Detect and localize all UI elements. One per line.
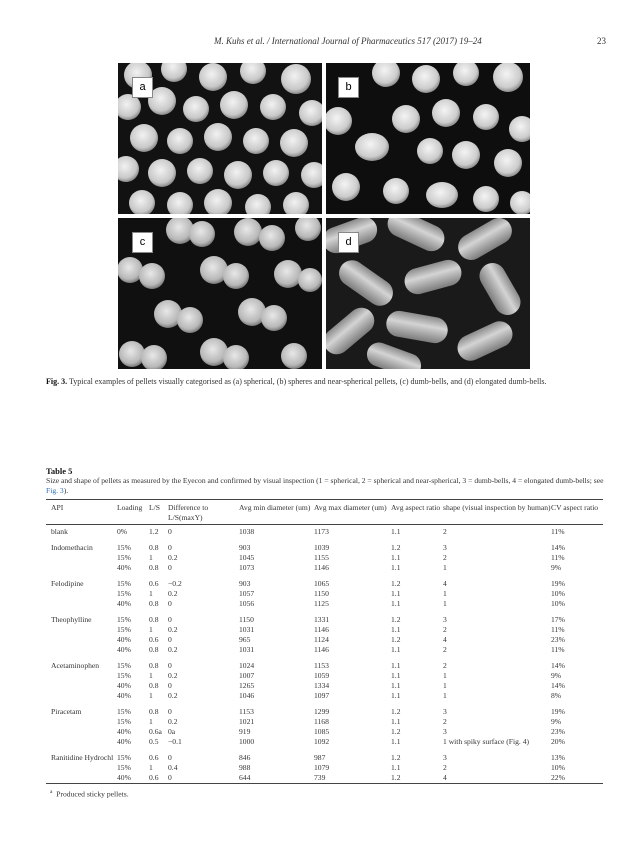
table-cell: 1334 bbox=[314, 681, 330, 690]
table-cell: 40% bbox=[117, 563, 131, 572]
col-header: API bbox=[51, 503, 64, 512]
table-cell: 40% bbox=[117, 737, 131, 746]
table-cell: 1.2 bbox=[391, 707, 401, 716]
api-cell bbox=[46, 671, 117, 681]
table-cell: 1.2 bbox=[391, 635, 401, 644]
table-cell: 1 bbox=[149, 671, 153, 680]
table-cell: −0.1 bbox=[168, 737, 182, 746]
table-cell: 15% bbox=[117, 717, 131, 726]
table-cell: 9% bbox=[551, 671, 562, 680]
table-cell: 15% bbox=[117, 625, 131, 634]
panel-label-a: a bbox=[132, 77, 153, 98]
table-cell: 1.2 bbox=[391, 615, 401, 624]
table-row bbox=[46, 599, 603, 609]
table-cell: 1 bbox=[149, 625, 153, 634]
table-cell: 40% bbox=[117, 681, 131, 690]
table-row bbox=[46, 589, 603, 599]
results-table bbox=[46, 500, 603, 783]
table-cell: 965 bbox=[239, 635, 251, 644]
fig-3-link[interactable]: Fig. 3 bbox=[46, 486, 64, 495]
api-cell bbox=[46, 717, 117, 727]
table-row bbox=[46, 527, 603, 537]
table-cell: 0.2 bbox=[168, 625, 178, 634]
table-cell: 0.8 bbox=[149, 563, 159, 572]
table-row bbox=[46, 773, 603, 783]
table-cell: 15% bbox=[117, 615, 131, 624]
table-cell: 0.8 bbox=[149, 661, 159, 670]
table-cell: 15% bbox=[117, 671, 131, 680]
table-cell: 0a bbox=[168, 727, 176, 736]
table-cell: 0.8 bbox=[149, 707, 159, 716]
table-cell: 1146 bbox=[314, 625, 329, 634]
table-row bbox=[46, 727, 603, 737]
table-cell: 4 bbox=[443, 579, 447, 588]
table-cell: 0.5 bbox=[149, 737, 159, 746]
table-cell: 0 bbox=[168, 681, 172, 690]
panel-label-d: d bbox=[338, 232, 359, 253]
table-cell: 11% bbox=[551, 645, 565, 654]
api-cell bbox=[46, 681, 117, 691]
table-cell: 1 bbox=[149, 589, 153, 598]
table-cell: 2 bbox=[443, 717, 447, 726]
table-cell: 15% bbox=[117, 707, 131, 716]
table-cell: 1.1 bbox=[391, 661, 401, 670]
table-row bbox=[46, 553, 603, 563]
table-cell: 1 bbox=[443, 681, 447, 690]
table-cell: 1046 bbox=[239, 691, 255, 700]
table-cell: 9% bbox=[551, 563, 562, 572]
panel-b-image bbox=[326, 63, 530, 214]
table-cell: 14% bbox=[551, 681, 565, 690]
table-cell: 1031 bbox=[239, 645, 255, 654]
table-cell: 0 bbox=[168, 635, 172, 644]
table-cell: 11% bbox=[551, 625, 565, 634]
table-cell: 2 bbox=[443, 763, 447, 772]
panel-label-b: b bbox=[338, 77, 359, 98]
table-cell: 0.2 bbox=[168, 691, 178, 700]
api-cell bbox=[46, 727, 117, 737]
table-row bbox=[46, 543, 603, 553]
table-cell: 1079 bbox=[314, 763, 330, 772]
table-cell: 739 bbox=[314, 773, 326, 782]
table-cell: 40% bbox=[117, 773, 131, 782]
table-cell: 15% bbox=[117, 589, 131, 598]
table-body bbox=[46, 527, 603, 783]
panel-c-image bbox=[118, 218, 322, 369]
table-row bbox=[46, 753, 603, 763]
api-cell: Ranitidine Hydrochl bbox=[51, 753, 114, 762]
table-cell: 4 bbox=[443, 773, 447, 782]
table-cell: 3 bbox=[443, 543, 447, 552]
table-cell: 1.2 bbox=[149, 527, 159, 536]
table-cell: 11% bbox=[551, 553, 565, 562]
table-row bbox=[46, 707, 603, 717]
table-cell: 19% bbox=[551, 579, 565, 588]
table-cell: 40% bbox=[117, 635, 131, 644]
table-cell: 1.1 bbox=[391, 625, 401, 634]
table-cell: 1092 bbox=[314, 737, 330, 746]
table-cell: 1.1 bbox=[391, 717, 401, 726]
table-row bbox=[46, 691, 603, 701]
table-cell: 0 bbox=[168, 563, 172, 572]
table-cell: 1173 bbox=[314, 527, 329, 536]
table-cell: 1039 bbox=[314, 543, 330, 552]
col-header: Avg aspect ratio bbox=[391, 503, 441, 512]
table-cell: 1 bbox=[443, 599, 447, 608]
table-cell: 1056 bbox=[239, 599, 255, 608]
table-row bbox=[46, 661, 603, 671]
api-cell bbox=[46, 563, 117, 573]
table-cell: 0.8 bbox=[149, 599, 159, 608]
col-header: Avg min diameter (um) bbox=[239, 503, 311, 512]
col-header: L/S bbox=[149, 503, 160, 512]
table-cell: 8% bbox=[551, 691, 562, 700]
table-cell: 1.2 bbox=[391, 543, 401, 552]
table-cell: 1.1 bbox=[391, 563, 401, 572]
table-cell: 1045 bbox=[239, 553, 255, 562]
journal-citation: M. Kuhs et al. / International Journal of Pharmaceutics 517 (2017) 19–24 bbox=[214, 36, 482, 46]
table-cell: 903 bbox=[239, 543, 251, 552]
col-header: Difference to L/S(maxY) bbox=[168, 503, 209, 522]
figure-caption bbox=[46, 377, 606, 386]
table-cell: 0.2 bbox=[168, 717, 178, 726]
table-cell: 0 bbox=[168, 753, 172, 762]
table-cell: 0.2 bbox=[168, 671, 178, 680]
table-cell: 15% bbox=[117, 763, 131, 772]
table-cell: 1 bbox=[443, 589, 447, 598]
table-cell: 9% bbox=[551, 717, 562, 726]
table-cell: 1024 bbox=[239, 661, 255, 670]
table-cell: 15% bbox=[117, 753, 131, 762]
table-cell: 10% bbox=[551, 763, 565, 772]
table-cell: 1007 bbox=[239, 671, 255, 680]
table-cell: 3 bbox=[443, 753, 447, 762]
table-cell: 1057 bbox=[239, 589, 255, 598]
table-cell: 1 bbox=[149, 553, 153, 562]
table-cell: 1059 bbox=[314, 671, 330, 680]
table-cell: 1.1 bbox=[391, 553, 401, 562]
table-cell: 1.2 bbox=[391, 753, 401, 762]
api-cell bbox=[46, 625, 117, 635]
table-cell: 0 bbox=[168, 661, 172, 670]
table-cell: 1299 bbox=[314, 707, 330, 716]
table-cell: 0.6 bbox=[149, 773, 159, 782]
caption-label: Fig. 3. bbox=[46, 377, 68, 386]
table-title: Table 5 bbox=[46, 466, 73, 476]
col-header: CV aspect ratio bbox=[551, 503, 599, 512]
table-row bbox=[46, 625, 603, 635]
table-cell: 15% bbox=[117, 553, 131, 562]
panel-d-image bbox=[326, 218, 530, 369]
table-cell: 2 bbox=[443, 625, 447, 634]
table-row bbox=[46, 645, 603, 655]
table-cell: 23% bbox=[551, 727, 565, 736]
table-cell: 1.1 bbox=[391, 763, 401, 772]
table-cell: 2 bbox=[443, 661, 447, 670]
table-cell: 0.6a bbox=[149, 727, 162, 736]
table-cell: 1 bbox=[443, 671, 447, 680]
table-cell: 1168 bbox=[314, 717, 329, 726]
api-cell: Felodipine bbox=[51, 579, 84, 588]
table-cell: 0.8 bbox=[149, 543, 159, 552]
table-cell: 0.8 bbox=[149, 615, 159, 624]
table-row bbox=[46, 681, 603, 691]
table-cell: 644 bbox=[239, 773, 251, 782]
table-cell: 1097 bbox=[314, 691, 330, 700]
table-row bbox=[46, 717, 603, 727]
table-cell: 1265 bbox=[239, 681, 255, 690]
api-cell bbox=[46, 691, 117, 701]
table-cell: 10% bbox=[551, 589, 565, 598]
table-cell: 1150 bbox=[239, 615, 254, 624]
table-cell: 0.6 bbox=[149, 579, 159, 588]
table-cell: 1065 bbox=[314, 579, 330, 588]
table-cell: 23% bbox=[551, 635, 565, 644]
table-cell: 20% bbox=[551, 737, 565, 746]
table-cell: 0.2 bbox=[168, 645, 178, 654]
table-cell: 0.4 bbox=[168, 763, 178, 772]
api-cell bbox=[46, 645, 117, 655]
table-cell: 10% bbox=[551, 599, 565, 608]
table-cell: 15% bbox=[117, 543, 131, 552]
table-cell: 0 bbox=[168, 773, 172, 782]
table-row bbox=[46, 563, 603, 573]
table-cell: −0.2 bbox=[168, 579, 182, 588]
table-cell: 1.2 bbox=[391, 579, 401, 588]
api-cell bbox=[46, 763, 117, 773]
table-cell: 0.8 bbox=[149, 681, 159, 690]
table-row bbox=[46, 737, 603, 747]
table-cell: 0 bbox=[168, 615, 172, 624]
api-cell: Indomethacin bbox=[51, 543, 93, 552]
table-cell: 14% bbox=[551, 661, 565, 670]
col-header: Avg max diameter (um) bbox=[314, 503, 387, 512]
api-cell: Acetaminophen bbox=[51, 661, 100, 670]
table-cell: 1.1 bbox=[391, 691, 401, 700]
table-cell: 0% bbox=[117, 527, 128, 536]
table-row bbox=[46, 671, 603, 681]
table-cell: 1.1 bbox=[391, 527, 401, 536]
figure-3 bbox=[118, 63, 530, 369]
table-cell: 1.1 bbox=[391, 599, 401, 608]
table-cell: 2 bbox=[443, 645, 447, 654]
table-bottom-rule bbox=[46, 783, 603, 784]
table-cell: 1331 bbox=[314, 615, 330, 624]
table-cell: 0.2 bbox=[168, 553, 178, 562]
caption-text: Typical examples of pellets visually categorised as (a) spherical, (b) spheres and near-spherical pellets, (c) dumb-bells, and (d) elongated dumb-bells. bbox=[67, 377, 547, 386]
table-cell: 40% bbox=[117, 599, 131, 608]
table-cell: 0 bbox=[168, 527, 172, 536]
table-cell: 3 bbox=[443, 727, 447, 736]
panel-label-c: c bbox=[132, 232, 153, 253]
table-cell: 1 with spiky surface (Fig. 4) bbox=[443, 737, 530, 746]
table-cell: 1153 bbox=[314, 661, 329, 670]
table-cell: 0 bbox=[168, 707, 172, 716]
table-header-row bbox=[46, 500, 603, 527]
panel-a-image bbox=[118, 63, 322, 214]
page-number: 23 bbox=[597, 36, 606, 46]
table-cell: 40% bbox=[117, 691, 131, 700]
table-cell: 1.2 bbox=[391, 773, 401, 782]
table-row bbox=[46, 635, 603, 645]
table-description: Size and shape of pellets as measured by the Eyecon and confirmed by visual inspection (1 = spherical, 2 = spherical and near-spherical, 3 = dumb-bells, 4 = elongated dumb-bells; see Fig. 3). bbox=[46, 476, 604, 495]
table-cell: 13% bbox=[551, 753, 565, 762]
table-cell: 3 bbox=[443, 615, 447, 624]
table-cell: 1 bbox=[443, 691, 447, 700]
table-cell: 14% bbox=[551, 543, 565, 552]
table-cell: 19% bbox=[551, 707, 565, 716]
table-cell: 1124 bbox=[314, 635, 329, 644]
api-cell bbox=[46, 599, 117, 609]
table-cell: 903 bbox=[239, 579, 251, 588]
table-cell: 0.6 bbox=[149, 635, 159, 644]
table-cell: 1.1 bbox=[391, 737, 401, 746]
table-cell: 1.1 bbox=[391, 589, 401, 598]
api-cell bbox=[46, 589, 117, 599]
table-cell: 0 bbox=[168, 543, 172, 552]
table-row bbox=[46, 579, 603, 589]
table-cell: 40% bbox=[117, 727, 131, 736]
api-cell bbox=[46, 635, 117, 645]
table-cell: 1146 bbox=[314, 563, 329, 572]
table-cell: 1038 bbox=[239, 527, 255, 536]
table-cell: 15% bbox=[117, 661, 131, 670]
table-cell: 17% bbox=[551, 615, 565, 624]
table-cell: 0 bbox=[168, 599, 172, 608]
table-cell: 4 bbox=[443, 635, 447, 644]
table-cell: 1000 bbox=[239, 737, 255, 746]
table-cell: 1021 bbox=[239, 717, 255, 726]
api-cell bbox=[46, 773, 117, 783]
api-cell: blank bbox=[51, 527, 68, 536]
table-cell: 15% bbox=[117, 579, 131, 588]
table-cell: 1 bbox=[149, 691, 153, 700]
table-cell: 0.8 bbox=[149, 645, 159, 654]
table-cell: 1073 bbox=[239, 563, 255, 572]
table-cell: 1.1 bbox=[391, 681, 401, 690]
table-cell: 1031 bbox=[239, 625, 255, 634]
table-cell: 1 bbox=[149, 763, 153, 772]
table-footnote: $^a$ Produced sticky pellets. bbox=[50, 789, 129, 799]
table-cell: 1 bbox=[149, 717, 153, 726]
table-cell: 2 bbox=[443, 553, 447, 562]
table-cell: 1085 bbox=[314, 727, 330, 736]
api-cell: Piracetam bbox=[51, 707, 82, 716]
table-row bbox=[46, 763, 603, 773]
api-cell bbox=[46, 553, 117, 563]
table-cell: 988 bbox=[239, 763, 251, 772]
table-cell: 1153 bbox=[239, 707, 254, 716]
col-header: Loading bbox=[117, 503, 143, 512]
table-cell: 1.2 bbox=[391, 727, 401, 736]
table-cell: 1150 bbox=[314, 589, 329, 598]
table-cell: 1.1 bbox=[391, 645, 401, 654]
table-cell: 40% bbox=[117, 645, 131, 654]
api-cell bbox=[46, 737, 117, 747]
table-cell: 1146 bbox=[314, 645, 329, 654]
table-cell: 22% bbox=[551, 773, 565, 782]
table-cell: 1125 bbox=[314, 599, 329, 608]
table-cell: 11% bbox=[551, 527, 565, 536]
api-cell: Theophylline bbox=[51, 615, 92, 624]
table-cell: 1.1 bbox=[391, 671, 401, 680]
table-cell: 0.2 bbox=[168, 589, 178, 598]
table-cell: 0.6 bbox=[149, 753, 159, 762]
table-cell: 1 bbox=[443, 563, 447, 572]
table-cell: 919 bbox=[239, 727, 251, 736]
table-cell: 3 bbox=[443, 707, 447, 716]
table-cell: 987 bbox=[314, 753, 326, 762]
col-header: shape (visual inspection by human) bbox=[443, 503, 551, 512]
table-cell: 2 bbox=[443, 527, 447, 536]
table-cell: 846 bbox=[239, 753, 251, 762]
table-cell: 1155 bbox=[314, 553, 329, 562]
table-row bbox=[46, 615, 603, 625]
